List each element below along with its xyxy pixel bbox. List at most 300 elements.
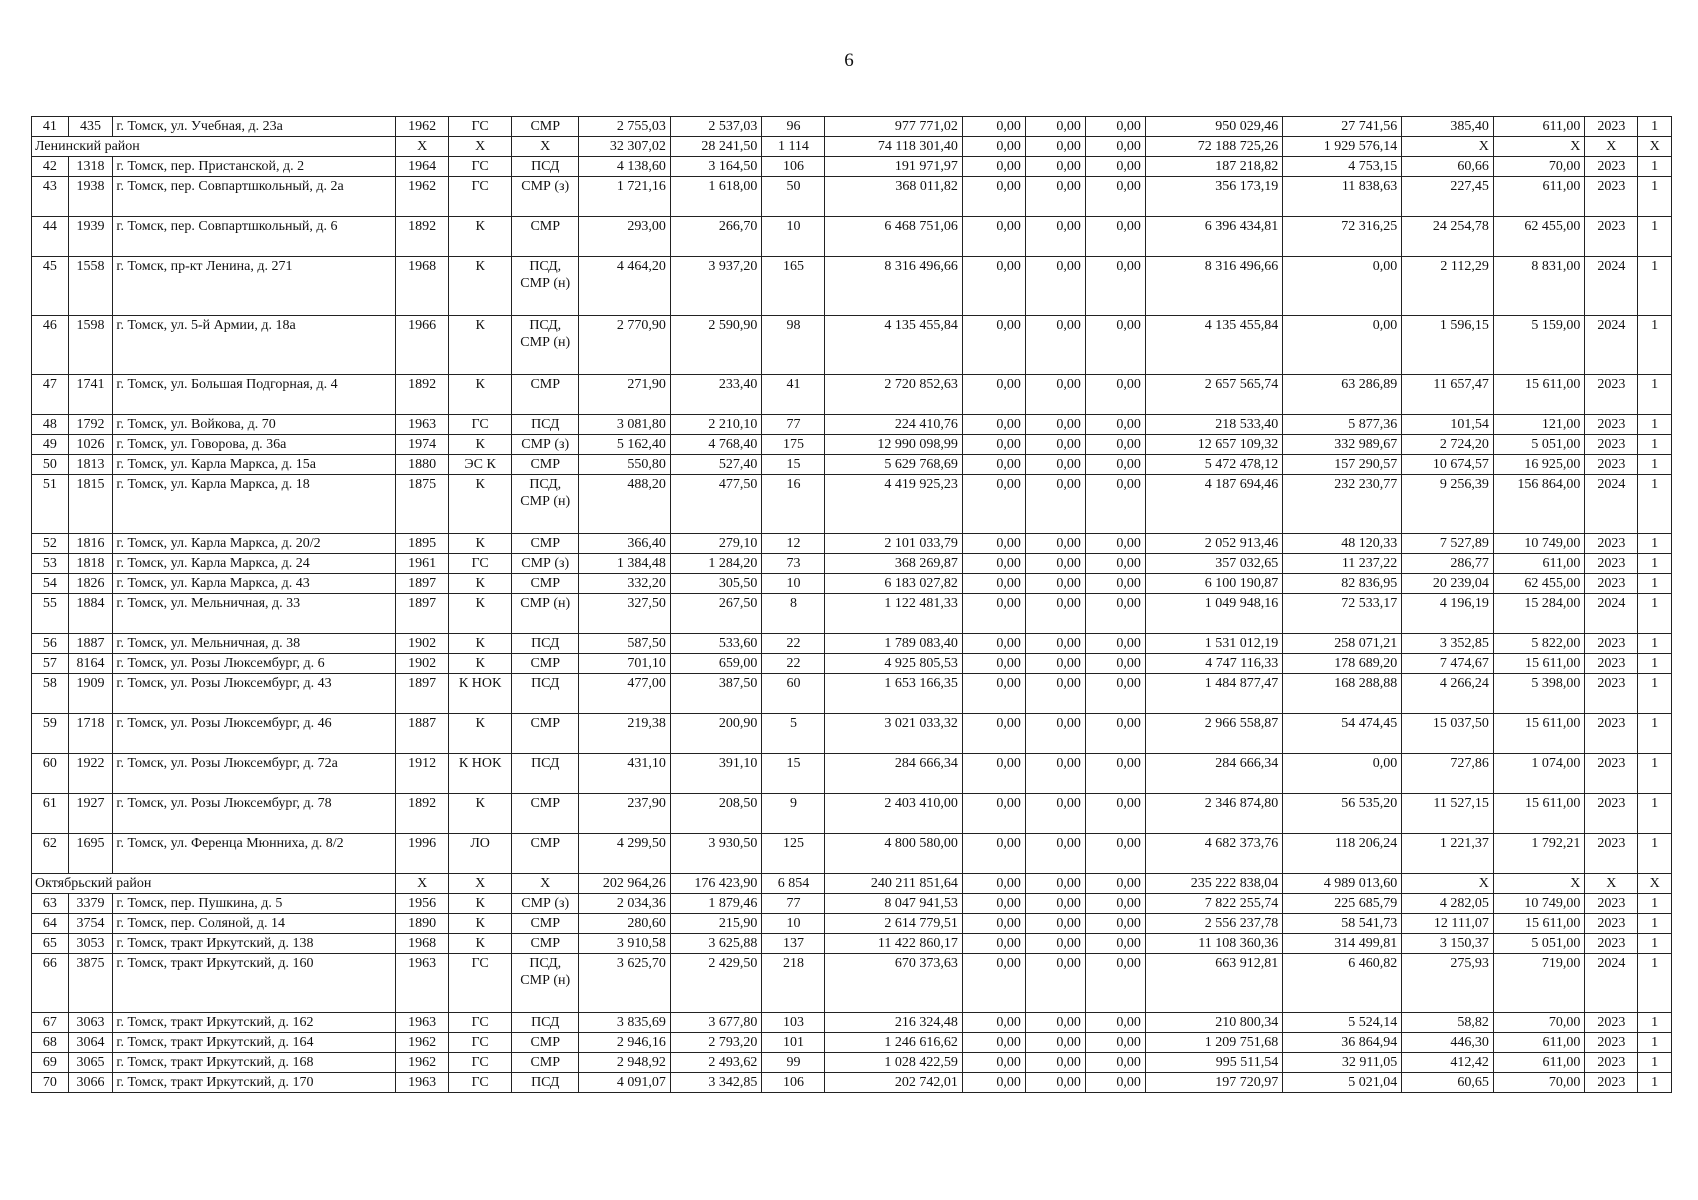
wall-material-cell: ГС (449, 1073, 512, 1093)
table-row (32, 316, 1672, 375)
stage-cell: 1 (1638, 117, 1672, 137)
total-area-cell: 1 721,16 (579, 177, 671, 217)
wall-material-cell: К (449, 257, 512, 316)
total-cost-cell: 74 118 301,40 (825, 137, 962, 157)
completion-year-cell: 2023 (1585, 375, 1638, 415)
max-unit-cost-cell: 5 051,00 (1493, 934, 1585, 954)
residents-cell: 15 (762, 455, 825, 475)
address-cell: г. Томск, ул. Мельничная, д. 38 (113, 634, 396, 654)
residents-cell: 5 (762, 714, 825, 754)
cost-regional-cell: 0,00 (1025, 714, 1085, 754)
cost-municipal-cell: 0,00 (1085, 794, 1145, 834)
year-built-cell: 1962 (396, 177, 449, 217)
unit-cost-cell: 275,93 (1402, 954, 1494, 1013)
table-row (32, 894, 1672, 914)
wall-material-cell: X (449, 137, 512, 157)
table-row (32, 574, 1672, 594)
house-id-cell: 1558 (68, 257, 113, 316)
max-unit-cost-cell: 10 749,00 (1493, 534, 1585, 554)
completion-year-cell: 2023 (1585, 415, 1638, 435)
stage-cell: 1 (1638, 754, 1672, 794)
work-type-cell: ПСД (512, 1073, 579, 1093)
completion-year-cell: 2023 (1585, 157, 1638, 177)
cost-federal-cell: 0,00 (962, 455, 1025, 475)
living-area-cell: 266,70 (670, 217, 762, 257)
house-id-cell: 1909 (68, 674, 113, 714)
cost-owners-cell: 72 533,17 (1283, 594, 1402, 634)
work-type-cell: ПСД (512, 157, 579, 177)
cost-owners-cell: 258 071,21 (1283, 634, 1402, 654)
cost-regional-cell: 0,00 (1025, 534, 1085, 554)
total-cost-cell: 8 316 496,66 (825, 257, 962, 316)
stage-cell: 1 (1638, 654, 1672, 674)
row-index-cell: 49 (32, 435, 69, 455)
wall-material-cell: ГС (449, 415, 512, 435)
year-built-cell: 1963 (396, 1013, 449, 1033)
living-area-cell: 533,60 (670, 634, 762, 654)
cost-fund-cell: 950 029,46 (1145, 117, 1282, 137)
cost-federal-cell: 0,00 (962, 1053, 1025, 1073)
address-cell: г. Томск, пер. Пушкина, д. 5 (113, 894, 396, 914)
stage-cell: 1 (1638, 316, 1672, 375)
completion-year-cell: 2023 (1585, 1033, 1638, 1053)
year-built-cell: 1892 (396, 794, 449, 834)
cost-fund-cell: 11 108 360,36 (1145, 934, 1282, 954)
address-cell: г. Томск, ул. Карла Маркса, д. 20/2 (113, 534, 396, 554)
completion-year-cell: 2024 (1585, 954, 1638, 1013)
cost-regional-cell: 0,00 (1025, 754, 1085, 794)
wall-material-cell: К НОК (449, 674, 512, 714)
row-index-cell: 54 (32, 574, 69, 594)
table-row (32, 754, 1672, 794)
house-id-cell: 3063 (68, 1013, 113, 1033)
cost-owners-cell: 4 753,15 (1283, 157, 1402, 177)
district-subtotal-row (32, 874, 1672, 894)
completion-year-cell: 2023 (1585, 934, 1638, 954)
house-id-cell: 1695 (68, 834, 113, 874)
residents-cell: 175 (762, 435, 825, 455)
year-built-cell: 1968 (396, 934, 449, 954)
cost-owners-cell: 82 836,95 (1283, 574, 1402, 594)
total-area-cell: 4 464,20 (579, 257, 671, 316)
stage-cell: 1 (1638, 1073, 1672, 1093)
cost-owners-cell: 1 929 576,14 (1283, 137, 1402, 157)
completion-year-cell: 2024 (1585, 475, 1638, 534)
wall-material-cell: К (449, 594, 512, 634)
stage-cell: 1 (1638, 157, 1672, 177)
cost-federal-cell: 0,00 (962, 257, 1025, 316)
living-area-cell: 2 210,10 (670, 415, 762, 435)
house-id-cell: 1884 (68, 594, 113, 634)
max-unit-cost-cell: 10 749,00 (1493, 894, 1585, 914)
cost-fund-cell: 218 533,40 (1145, 415, 1282, 435)
cost-federal-cell: 0,00 (962, 117, 1025, 137)
stage-cell: 1 (1638, 415, 1672, 435)
cost-fund-cell: 2 052 913,46 (1145, 534, 1282, 554)
max-unit-cost-cell: 156 864,00 (1493, 475, 1585, 534)
row-index-cell: 46 (32, 316, 69, 375)
max-unit-cost-cell: 70,00 (1493, 1013, 1585, 1033)
cost-federal-cell: 0,00 (962, 754, 1025, 794)
cost-municipal-cell: 0,00 (1085, 475, 1145, 534)
table-row (32, 1013, 1672, 1033)
residents-cell: 106 (762, 157, 825, 177)
cost-owners-cell: 332 989,67 (1283, 435, 1402, 455)
cost-regional-cell: 0,00 (1025, 217, 1085, 257)
living-area-cell: 2 429,50 (670, 954, 762, 1013)
cost-federal-cell: 0,00 (962, 375, 1025, 415)
cost-fund-cell: 72 188 725,26 (1145, 137, 1282, 157)
residents-cell: 10 (762, 574, 825, 594)
cost-municipal-cell: 0,00 (1085, 257, 1145, 316)
cost-fund-cell: 1 209 751,68 (1145, 1033, 1282, 1053)
address-cell: г. Томск, ул. Карла Маркса, д. 15а (113, 455, 396, 475)
address-cell: г. Томск, тракт Иркутский, д. 170 (113, 1073, 396, 1093)
row-index-cell: 55 (32, 594, 69, 634)
total-cost-cell: 6 468 751,06 (825, 217, 962, 257)
wall-material-cell: К (449, 634, 512, 654)
completion-year-cell: 2023 (1585, 435, 1638, 455)
year-built-cell: 1880 (396, 455, 449, 475)
cost-fund-cell: 356 173,19 (1145, 177, 1282, 217)
cost-fund-cell: 187 218,82 (1145, 157, 1282, 177)
table-body (32, 117, 1672, 1093)
completion-year-cell: 2023 (1585, 177, 1638, 217)
stage-cell: 1 (1638, 217, 1672, 257)
year-built-cell: 1962 (396, 117, 449, 137)
wall-material-cell: ГС (449, 954, 512, 1013)
max-unit-cost-cell: 15 611,00 (1493, 654, 1585, 674)
cost-regional-cell: 0,00 (1025, 455, 1085, 475)
address-cell: г. Томск, ул. Большая Подгорная, д. 4 (113, 375, 396, 415)
living-area-cell: 233,40 (670, 375, 762, 415)
address-cell: г. Томск, ул. Войкова, д. 70 (113, 415, 396, 435)
cost-federal-cell: 0,00 (962, 217, 1025, 257)
unit-cost-cell: 15 037,50 (1402, 714, 1494, 754)
wall-material-cell: ГС (449, 177, 512, 217)
residents-cell: 165 (762, 257, 825, 316)
max-unit-cost-cell: 611,00 (1493, 1053, 1585, 1073)
total-area-cell: 4 138,60 (579, 157, 671, 177)
wall-material-cell: ЛО (449, 834, 512, 874)
row-index-cell: 52 (32, 534, 69, 554)
max-unit-cost-cell: X (1493, 874, 1585, 894)
year-built-cell: 1963 (396, 954, 449, 1013)
house-id-cell: 3065 (68, 1053, 113, 1073)
cost-regional-cell: 0,00 (1025, 574, 1085, 594)
cost-fund-cell: 7 822 255,74 (1145, 894, 1282, 914)
max-unit-cost-cell: 611,00 (1493, 177, 1585, 217)
cost-owners-cell: 4 989 013,60 (1283, 874, 1402, 894)
cost-federal-cell: 0,00 (962, 594, 1025, 634)
address-cell: г. Томск, ул. Ференца Мюнниха, д. 8/2 (113, 834, 396, 874)
stage-cell: X (1638, 874, 1672, 894)
house-id-cell: 1318 (68, 157, 113, 177)
living-area-cell: 279,10 (670, 534, 762, 554)
house-id-cell: 3875 (68, 954, 113, 1013)
unit-cost-cell: 227,45 (1402, 177, 1494, 217)
total-area-cell: 587,50 (579, 634, 671, 654)
address-cell: г. Томск, пер. Пристанской, д. 2 (113, 157, 396, 177)
cost-owners-cell: 63 286,89 (1283, 375, 1402, 415)
cost-federal-cell: 0,00 (962, 1013, 1025, 1033)
cost-fund-cell: 357 032,65 (1145, 554, 1282, 574)
work-type-cell: ПСД, СМР (н) (512, 954, 579, 1013)
cost-fund-cell: 4 187 694,46 (1145, 475, 1282, 534)
living-area-cell: 1 879,46 (670, 894, 762, 914)
unit-cost-cell: 385,40 (1402, 117, 1494, 137)
row-index-cell: 57 (32, 654, 69, 674)
total-cost-cell: 2 720 852,63 (825, 375, 962, 415)
stage-cell: 1 (1638, 475, 1672, 534)
cost-municipal-cell: 0,00 (1085, 137, 1145, 157)
residents-cell: 98 (762, 316, 825, 375)
cost-federal-cell: 0,00 (962, 794, 1025, 834)
house-id-cell: 8164 (68, 654, 113, 674)
stage-cell: X (1638, 137, 1672, 157)
stage-cell: 1 (1638, 455, 1672, 475)
total-cost-cell: 3 021 033,32 (825, 714, 962, 754)
address-cell: г. Томск, тракт Иркутский, д. 164 (113, 1033, 396, 1053)
year-built-cell: 1897 (396, 594, 449, 634)
unit-cost-cell: 9 256,39 (1402, 475, 1494, 534)
completion-year-cell: X (1585, 137, 1638, 157)
cost-municipal-cell: 0,00 (1085, 714, 1145, 754)
residents-cell: 125 (762, 834, 825, 874)
row-index-cell: 64 (32, 914, 69, 934)
total-cost-cell: 8 047 941,53 (825, 894, 962, 914)
stage-cell: 1 (1638, 177, 1672, 217)
house-id-cell: 1741 (68, 375, 113, 415)
living-area-cell: 2 493,62 (670, 1053, 762, 1073)
cost-fund-cell: 8 316 496,66 (1145, 257, 1282, 316)
work-type-cell: ПСД (512, 674, 579, 714)
house-id-cell: 1815 (68, 475, 113, 534)
cost-fund-cell: 2 556 237,78 (1145, 914, 1282, 934)
table-row (32, 1053, 1672, 1073)
residents-cell: 101 (762, 1033, 825, 1053)
row-index-cell: 47 (32, 375, 69, 415)
row-index-cell: 61 (32, 794, 69, 834)
wall-material-cell: К (449, 914, 512, 934)
cost-municipal-cell: 0,00 (1085, 654, 1145, 674)
total-cost-cell: 216 324,48 (825, 1013, 962, 1033)
cost-fund-cell: 5 472 478,12 (1145, 455, 1282, 475)
completion-year-cell: 2023 (1585, 654, 1638, 674)
wall-material-cell: К (449, 375, 512, 415)
address-cell: г. Томск, ул. Розы Люксембург, д. 72а (113, 754, 396, 794)
house-id-cell: 1816 (68, 534, 113, 554)
unit-cost-cell: 11 527,15 (1402, 794, 1494, 834)
living-area-cell: 1 618,00 (670, 177, 762, 217)
year-built-cell: 1895 (396, 534, 449, 554)
residents-cell: 96 (762, 117, 825, 137)
table-row (32, 714, 1672, 754)
living-area-cell: 176 423,90 (670, 874, 762, 894)
stage-cell: 1 (1638, 794, 1672, 834)
residents-cell: 137 (762, 934, 825, 954)
cost-regional-cell: 0,00 (1025, 914, 1085, 934)
year-built-cell: 1961 (396, 554, 449, 574)
living-area-cell: 387,50 (670, 674, 762, 714)
cost-fund-cell: 4 135 455,84 (1145, 316, 1282, 375)
house-id-cell: 1927 (68, 794, 113, 834)
work-type-cell: СМР (з) (512, 894, 579, 914)
total-area-cell: 366,40 (579, 534, 671, 554)
cost-federal-cell: 0,00 (962, 554, 1025, 574)
unit-cost-cell: 2 724,20 (1402, 435, 1494, 455)
table-row (32, 914, 1672, 934)
completion-year-cell: 2023 (1585, 455, 1638, 475)
residents-cell: 77 (762, 894, 825, 914)
max-unit-cost-cell: 1 792,21 (1493, 834, 1585, 874)
stage-cell: 1 (1638, 1013, 1672, 1033)
max-unit-cost-cell: 70,00 (1493, 157, 1585, 177)
total-cost-cell: 4 135 455,84 (825, 316, 962, 375)
work-type-cell: СМР (512, 1033, 579, 1053)
completion-year-cell: 2024 (1585, 316, 1638, 375)
completion-year-cell: 2023 (1585, 574, 1638, 594)
total-cost-cell: 368 269,87 (825, 554, 962, 574)
unit-cost-cell: 4 196,19 (1402, 594, 1494, 634)
residents-cell: 73 (762, 554, 825, 574)
work-type-cell: СМР (512, 914, 579, 934)
total-area-cell: 4 091,07 (579, 1073, 671, 1093)
year-built-cell: 1962 (396, 1033, 449, 1053)
total-area-cell: 2 770,90 (579, 316, 671, 375)
unit-cost-cell: 58,82 (1402, 1013, 1494, 1033)
wall-material-cell: К (449, 934, 512, 954)
address-cell: г. Томск, тракт Иркутский, д. 162 (113, 1013, 396, 1033)
unit-cost-cell: 60,65 (1402, 1073, 1494, 1093)
work-type-cell: ПСД, СМР (н) (512, 316, 579, 375)
cost-regional-cell: 0,00 (1025, 634, 1085, 654)
completion-year-cell: 2023 (1585, 754, 1638, 794)
table-row (32, 217, 1672, 257)
wall-material-cell: ГС (449, 157, 512, 177)
total-area-cell: 219,38 (579, 714, 671, 754)
cost-owners-cell: 118 206,24 (1283, 834, 1402, 874)
total-cost-cell: 368 011,82 (825, 177, 962, 217)
cost-federal-cell: 0,00 (962, 934, 1025, 954)
unit-cost-cell: 24 254,78 (1402, 217, 1494, 257)
cost-federal-cell: 0,00 (962, 914, 1025, 934)
row-index-cell: 44 (32, 217, 69, 257)
cost-owners-cell: 11 838,63 (1283, 177, 1402, 217)
house-id-cell: 1718 (68, 714, 113, 754)
residents-cell: 99 (762, 1053, 825, 1073)
housing-repair-table (31, 116, 1672, 1093)
max-unit-cost-cell: 15 611,00 (1493, 375, 1585, 415)
living-area-cell: 1 284,20 (670, 554, 762, 574)
year-built-cell: 1964 (396, 157, 449, 177)
wall-material-cell: К (449, 794, 512, 834)
unit-cost-cell: 446,30 (1402, 1033, 1494, 1053)
unit-cost-cell: X (1402, 874, 1494, 894)
work-type-cell: СМР (512, 934, 579, 954)
address-cell: г. Томск, ул. Карла Маркса, д. 24 (113, 554, 396, 574)
total-cost-cell: 4 419 925,23 (825, 475, 962, 534)
cost-owners-cell: 72 316,25 (1283, 217, 1402, 257)
completion-year-cell: 2023 (1585, 217, 1638, 257)
wall-material-cell: К (449, 316, 512, 375)
unit-cost-cell: 4 282,05 (1402, 894, 1494, 914)
max-unit-cost-cell: 5 398,00 (1493, 674, 1585, 714)
residents-cell: 8 (762, 594, 825, 634)
house-id-cell: 3053 (68, 934, 113, 954)
residents-cell: 106 (762, 1073, 825, 1093)
cost-municipal-cell: 0,00 (1085, 1073, 1145, 1093)
row-index-cell: 58 (32, 674, 69, 714)
total-cost-cell: 4 800 580,00 (825, 834, 962, 874)
cost-federal-cell: 0,00 (962, 574, 1025, 594)
wall-material-cell: ГС (449, 1053, 512, 1073)
work-type-cell: ПСД, СМР (н) (512, 475, 579, 534)
cost-fund-cell: 1 484 877,47 (1145, 674, 1282, 714)
row-index-cell: 53 (32, 554, 69, 574)
total-area-cell: 32 307,02 (579, 137, 671, 157)
completion-year-cell: 2023 (1585, 634, 1638, 654)
address-cell: г. Томск, пр-кт Ленина, д. 271 (113, 257, 396, 316)
cost-municipal-cell: 0,00 (1085, 554, 1145, 574)
unit-cost-cell: 1 221,37 (1402, 834, 1494, 874)
max-unit-cost-cell: 5 822,00 (1493, 634, 1585, 654)
total-cost-cell: 1 028 422,59 (825, 1053, 962, 1073)
stage-cell: 1 (1638, 894, 1672, 914)
year-built-cell: 1897 (396, 574, 449, 594)
work-type-cell: СМР (з) (512, 554, 579, 574)
cost-municipal-cell: 0,00 (1085, 455, 1145, 475)
table-row (32, 634, 1672, 654)
cost-fund-cell: 235 222 838,04 (1145, 874, 1282, 894)
cost-municipal-cell: 0,00 (1085, 754, 1145, 794)
table-row (32, 954, 1672, 1013)
stage-cell: 1 (1638, 375, 1672, 415)
total-area-cell: 5 162,40 (579, 435, 671, 455)
cost-municipal-cell: 0,00 (1085, 1033, 1145, 1053)
unit-cost-cell: 11 657,47 (1402, 375, 1494, 415)
cost-federal-cell: 0,00 (962, 654, 1025, 674)
year-built-cell: 1887 (396, 714, 449, 754)
living-area-cell: 3 164,50 (670, 157, 762, 177)
unit-cost-cell: 7 474,67 (1402, 654, 1494, 674)
unit-cost-cell: 4 266,24 (1402, 674, 1494, 714)
year-built-cell: X (396, 874, 449, 894)
cost-federal-cell: 0,00 (962, 634, 1025, 654)
district-name: Ленинский район (32, 137, 396, 157)
residents-cell: 10 (762, 217, 825, 257)
completion-year-cell: 2024 (1585, 257, 1638, 316)
total-cost-cell: 670 373,63 (825, 954, 962, 1013)
work-type-cell: СМР (512, 455, 579, 475)
cost-owners-cell: 48 120,33 (1283, 534, 1402, 554)
table-row (32, 475, 1672, 534)
stage-cell: 1 (1638, 257, 1672, 316)
house-id-cell: 1922 (68, 754, 113, 794)
cost-regional-cell: 0,00 (1025, 1033, 1085, 1053)
cost-regional-cell: 0,00 (1025, 1013, 1085, 1033)
stage-cell: 1 (1638, 1053, 1672, 1073)
year-built-cell: 1963 (396, 1073, 449, 1093)
max-unit-cost-cell: 611,00 (1493, 1033, 1585, 1053)
cost-owners-cell: 0,00 (1283, 316, 1402, 375)
cost-municipal-cell: 0,00 (1085, 534, 1145, 554)
living-area-cell: 3 625,88 (670, 934, 762, 954)
unit-cost-cell: 101,54 (1402, 415, 1494, 435)
total-area-cell: 431,10 (579, 754, 671, 794)
cost-owners-cell: 58 541,73 (1283, 914, 1402, 934)
cost-fund-cell: 12 657 109,32 (1145, 435, 1282, 455)
